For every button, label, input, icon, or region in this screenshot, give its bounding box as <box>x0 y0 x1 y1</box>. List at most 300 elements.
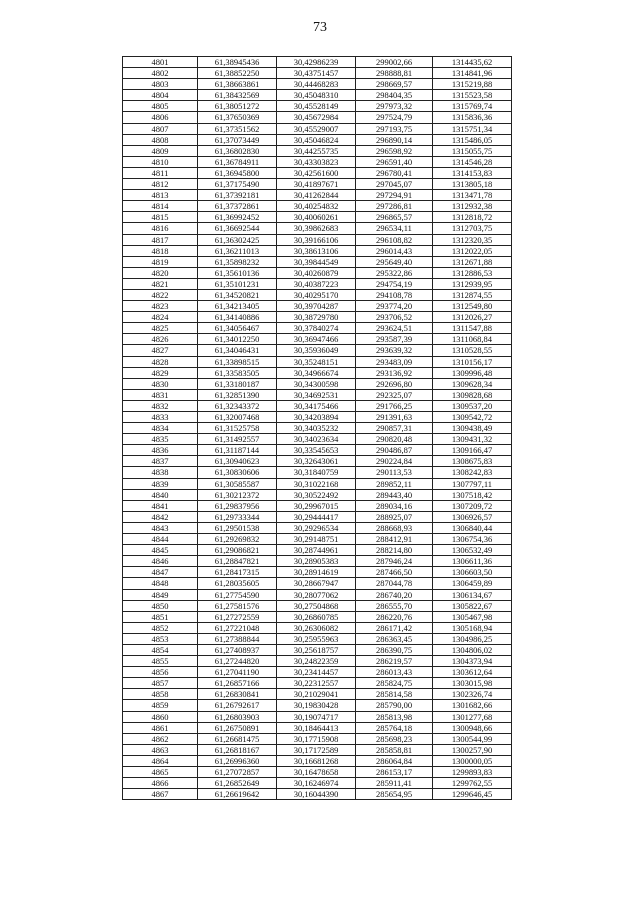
longitude-cell: 30,40060261 <box>277 212 356 223</box>
point-number-cell: 4812 <box>123 179 198 190</box>
table-row <box>123 456 512 467</box>
page-number: 73 <box>313 20 327 35</box>
x-coordinate-cell: 295649,40 <box>356 256 433 267</box>
latitude-cell: 61,33583505 <box>198 367 277 378</box>
point-number-cell: 4828 <box>123 356 198 367</box>
latitude-cell: 61,34213405 <box>198 301 277 312</box>
point-number-cell: 4824 <box>123 312 198 323</box>
x-coordinate-cell: 285858,81 <box>356 744 433 755</box>
table-row <box>123 156 512 167</box>
y-coordinate-cell: 1306926,57 <box>433 511 512 522</box>
longitude-cell: 30,16044390 <box>277 789 356 800</box>
latitude-cell: 61,35898232 <box>198 256 277 267</box>
longitude-cell: 30,24822359 <box>277 656 356 667</box>
latitude-cell: 61,32851390 <box>198 389 277 400</box>
y-coordinate-cell: 1310528,55 <box>433 345 512 356</box>
latitude-cell: 61,28035605 <box>198 578 277 589</box>
point-number-cell: 4844 <box>123 534 198 545</box>
point-number-cell: 4838 <box>123 467 198 478</box>
longitude-cell: 30,40295170 <box>277 289 356 300</box>
latitude-cell: 61,26803903 <box>198 711 277 722</box>
longitude-cell: 30,34175466 <box>277 400 356 411</box>
latitude-cell: 61,27272559 <box>198 611 277 622</box>
point-number-cell: 4862 <box>123 733 198 744</box>
y-coordinate-cell: 1303612,64 <box>433 667 512 678</box>
latitude-cell: 61,36802830 <box>198 145 277 156</box>
x-coordinate-cell: 293639,32 <box>356 345 433 356</box>
table-row <box>123 667 512 678</box>
point-number-cell: 4835 <box>123 434 198 445</box>
y-coordinate-cell: 1305822,67 <box>433 600 512 611</box>
latitude-cell: 61,27408937 <box>198 644 277 655</box>
latitude-cell: 61,27581576 <box>198 600 277 611</box>
latitude-cell: 61,26857166 <box>198 678 277 689</box>
latitude-cell: 61,38945436 <box>198 57 277 68</box>
y-coordinate-cell: 1308242,83 <box>433 467 512 478</box>
y-coordinate-cell: 1309542,72 <box>433 412 512 423</box>
table-row <box>123 733 512 744</box>
longitude-cell: 30,41262844 <box>277 190 356 201</box>
x-coordinate-cell: 289852,11 <box>356 478 433 489</box>
longitude-cell: 30,30522492 <box>277 489 356 500</box>
longitude-cell: 30,40254832 <box>277 201 356 212</box>
x-coordinate-cell: 296014,43 <box>356 245 433 256</box>
x-coordinate-cell: 297294,91 <box>356 190 433 201</box>
table-row <box>123 678 512 689</box>
table-row <box>123 167 512 178</box>
table-row <box>123 190 512 201</box>
table-row <box>123 700 512 711</box>
x-coordinate-cell: 287044,78 <box>356 578 433 589</box>
y-coordinate-cell: 1309438,49 <box>433 423 512 434</box>
table-row <box>123 589 512 600</box>
table-row <box>123 711 512 722</box>
longitude-cell: 30,39704287 <box>277 301 356 312</box>
longitude-cell: 30,39862683 <box>277 223 356 234</box>
longitude-cell: 30,28077062 <box>277 589 356 600</box>
longitude-cell: 30,29296534 <box>277 522 356 533</box>
y-coordinate-cell: 1299646,45 <box>433 789 512 800</box>
table-row <box>123 212 512 223</box>
point-number-cell: 4813 <box>123 190 198 201</box>
x-coordinate-cell: 293587,39 <box>356 334 433 345</box>
point-number-cell: 4858 <box>123 689 198 700</box>
point-number-cell: 4860 <box>123 711 198 722</box>
x-coordinate-cell: 286363,45 <box>356 633 433 644</box>
latitude-cell: 61,26750891 <box>198 722 277 733</box>
longitude-cell: 30,23414457 <box>277 667 356 678</box>
y-coordinate-cell: 1312874,55 <box>433 289 512 300</box>
x-coordinate-cell: 288668,93 <box>356 522 433 533</box>
point-number-cell: 4853 <box>123 633 198 644</box>
y-coordinate-cell: 1300257,90 <box>433 744 512 755</box>
latitude-cell: 61,26792617 <box>198 700 277 711</box>
point-number-cell: 4818 <box>123 245 198 256</box>
longitude-cell: 30,37840274 <box>277 323 356 334</box>
y-coordinate-cell: 1315523,58 <box>433 90 512 101</box>
y-coordinate-cell: 1312671,88 <box>433 256 512 267</box>
table-row <box>123 79 512 90</box>
latitude-cell: 61,36692544 <box>198 223 277 234</box>
x-coordinate-cell: 285790,00 <box>356 700 433 711</box>
point-number-cell: 4839 <box>123 478 198 489</box>
longitude-cell: 30,28744961 <box>277 545 356 556</box>
longitude-cell: 30,29148751 <box>277 534 356 545</box>
x-coordinate-cell: 298669,57 <box>356 79 433 90</box>
point-number-cell: 4820 <box>123 267 198 278</box>
longitude-cell: 30,21029041 <box>277 689 356 700</box>
y-coordinate-cell: 1312886,53 <box>433 267 512 278</box>
point-number-cell: 4832 <box>123 400 198 411</box>
x-coordinate-cell: 297524,79 <box>356 112 433 123</box>
longitude-cell: 30,16246974 <box>277 778 356 789</box>
x-coordinate-cell: 290820,48 <box>356 434 433 445</box>
point-number-cell: 4809 <box>123 145 198 156</box>
point-number-cell: 4821 <box>123 278 198 289</box>
table-row <box>123 267 512 278</box>
table-row <box>123 101 512 112</box>
table-row <box>123 245 512 256</box>
y-coordinate-cell: 1306459,89 <box>433 578 512 589</box>
latitude-cell: 61,29501538 <box>198 522 277 533</box>
point-number-cell: 4811 <box>123 167 198 178</box>
x-coordinate-cell: 290113,53 <box>356 467 433 478</box>
latitude-cell: 61,36302425 <box>198 234 277 245</box>
point-number-cell: 4865 <box>123 767 198 778</box>
point-number-cell: 4842 <box>123 511 198 522</box>
y-coordinate-cell: 1302326,74 <box>433 689 512 700</box>
table-row <box>123 445 512 456</box>
longitude-cell: 30,34023634 <box>277 434 356 445</box>
x-coordinate-cell: 294108,78 <box>356 289 433 300</box>
latitude-cell: 61,31492557 <box>198 434 277 445</box>
table-row <box>123 356 512 367</box>
x-coordinate-cell: 296890,14 <box>356 134 433 145</box>
longitude-cell: 30,31022168 <box>277 478 356 489</box>
latitude-cell: 61,36945800 <box>198 167 277 178</box>
x-coordinate-cell: 296534,11 <box>356 223 433 234</box>
table-row <box>123 301 512 312</box>
x-coordinate-cell: 286013,43 <box>356 667 433 678</box>
point-number-cell: 4849 <box>123 589 198 600</box>
latitude-cell: 61,29733344 <box>198 511 277 522</box>
longitude-cell: 30,45048310 <box>277 90 356 101</box>
x-coordinate-cell: 299002,66 <box>356 57 433 68</box>
x-coordinate-cell: 296865,57 <box>356 212 433 223</box>
point-number-cell: 4804 <box>123 90 198 101</box>
latitude-cell: 61,37372861 <box>198 201 277 212</box>
x-coordinate-cell: 287466,50 <box>356 567 433 578</box>
latitude-cell: 61,26996360 <box>198 755 277 766</box>
table-row <box>123 600 512 611</box>
point-number-cell: 4854 <box>123 644 198 655</box>
y-coordinate-cell: 1315751,34 <box>433 123 512 134</box>
point-number-cell: 4826 <box>123 334 198 345</box>
latitude-cell: 61,27754590 <box>198 589 277 600</box>
table-row <box>123 578 512 589</box>
point-number-cell: 4822 <box>123 289 198 300</box>
x-coordinate-cell: 295322,86 <box>356 267 433 278</box>
point-number-cell: 4801 <box>123 57 198 68</box>
x-coordinate-cell: 296780,41 <box>356 167 433 178</box>
y-coordinate-cell: 1309996,48 <box>433 367 512 378</box>
y-coordinate-cell: 1315836,36 <box>433 112 512 123</box>
latitude-cell: 61,38051272 <box>198 101 277 112</box>
point-number-cell: 4806 <box>123 112 198 123</box>
table-row <box>123 423 512 434</box>
longitude-cell: 30,44255735 <box>277 145 356 156</box>
table-row <box>123 112 512 123</box>
table-row <box>123 400 512 411</box>
table-row <box>123 367 512 378</box>
latitude-cell: 61,31525758 <box>198 423 277 434</box>
point-number-cell: 4846 <box>123 556 198 567</box>
y-coordinate-cell: 1306754,36 <box>433 534 512 545</box>
latitude-cell: 61,27221048 <box>198 622 277 633</box>
y-coordinate-cell: 1312026,27 <box>433 312 512 323</box>
point-number-cell: 4863 <box>123 744 198 755</box>
longitude-cell: 30,28667947 <box>277 578 356 589</box>
longitude-cell: 30,40387223 <box>277 278 356 289</box>
longitude-cell: 30,29967015 <box>277 500 356 511</box>
y-coordinate-cell: 1309828,68 <box>433 389 512 400</box>
y-coordinate-cell: 1309628,34 <box>433 378 512 389</box>
latitude-cell: 61,37392181 <box>198 190 277 201</box>
longitude-cell: 30,36947466 <box>277 334 356 345</box>
table-row <box>123 145 512 156</box>
table-row <box>123 57 512 68</box>
x-coordinate-cell: 285698,23 <box>356 733 433 744</box>
y-coordinate-cell: 1309537,20 <box>433 400 512 411</box>
longitude-cell: 30,34692531 <box>277 389 356 400</box>
point-number-cell: 4840 <box>123 489 198 500</box>
y-coordinate-cell: 1312022,05 <box>433 245 512 256</box>
table-row <box>123 234 512 245</box>
longitude-cell: 30,43751457 <box>277 68 356 79</box>
longitude-cell: 30,16681268 <box>277 755 356 766</box>
point-number-cell: 4852 <box>123 622 198 633</box>
longitude-cell: 30,29444417 <box>277 511 356 522</box>
x-coordinate-cell: 298404,35 <box>356 90 433 101</box>
longitude-cell: 30,26860785 <box>277 611 356 622</box>
y-coordinate-cell: 1306840,44 <box>433 522 512 533</box>
x-coordinate-cell: 286220,76 <box>356 611 433 622</box>
point-number-cell: 4829 <box>123 367 198 378</box>
y-coordinate-cell: 1305168,94 <box>433 622 512 633</box>
x-coordinate-cell: 290857,31 <box>356 423 433 434</box>
point-number-cell: 4834 <box>123 423 198 434</box>
x-coordinate-cell: 298888,81 <box>356 68 433 79</box>
longitude-cell: 30,45046824 <box>277 134 356 145</box>
point-number-cell: 4833 <box>123 412 198 423</box>
longitude-cell: 30,16478658 <box>277 767 356 778</box>
point-number-cell: 4825 <box>123 323 198 334</box>
x-coordinate-cell: 293136,92 <box>356 367 433 378</box>
latitude-cell: 61,33180187 <box>198 378 277 389</box>
latitude-cell: 61,37175490 <box>198 179 277 190</box>
latitude-cell: 61,38852250 <box>198 68 277 79</box>
longitude-cell: 30,19830428 <box>277 700 356 711</box>
longitude-cell: 30,43303823 <box>277 156 356 167</box>
x-coordinate-cell: 286390,75 <box>356 644 433 655</box>
table-row <box>123 278 512 289</box>
table-row <box>123 744 512 755</box>
y-coordinate-cell: 1315769,74 <box>433 101 512 112</box>
longitude-cell: 30,34966674 <box>277 367 356 378</box>
x-coordinate-cell: 285911,41 <box>356 778 433 789</box>
point-number-cell: 4831 <box>123 389 198 400</box>
latitude-cell: 61,28847821 <box>198 556 277 567</box>
point-number-cell: 4814 <box>123 201 198 212</box>
longitude-cell: 30,45528149 <box>277 101 356 112</box>
longitude-cell: 30,25618757 <box>277 644 356 655</box>
x-coordinate-cell: 297286,81 <box>356 201 433 212</box>
longitude-cell: 30,38613106 <box>277 245 356 256</box>
table-row <box>123 489 512 500</box>
longitude-cell: 30,28914619 <box>277 567 356 578</box>
latitude-cell: 61,35101231 <box>198 278 277 289</box>
latitude-cell: 61,29269832 <box>198 534 277 545</box>
longitude-cell: 30,35248151 <box>277 356 356 367</box>
latitude-cell: 61,37073449 <box>198 134 277 145</box>
table-row <box>123 522 512 533</box>
longitude-cell: 30,42561600 <box>277 167 356 178</box>
longitude-cell: 30,25955963 <box>277 633 356 644</box>
x-coordinate-cell: 288925,07 <box>356 511 433 522</box>
x-coordinate-cell: 293706,52 <box>356 312 433 323</box>
longitude-cell: 30,33545653 <box>277 445 356 456</box>
longitude-cell: 30,38729780 <box>277 312 356 323</box>
x-coordinate-cell: 286555,70 <box>356 600 433 611</box>
y-coordinate-cell: 1304986,25 <box>433 633 512 644</box>
latitude-cell: 61,26619642 <box>198 789 277 800</box>
longitude-cell: 30,42986239 <box>277 57 356 68</box>
longitude-cell: 30,35936049 <box>277 345 356 356</box>
x-coordinate-cell: 286171,42 <box>356 622 433 633</box>
latitude-cell: 61,26852649 <box>198 778 277 789</box>
y-coordinate-cell: 1301682,66 <box>433 700 512 711</box>
longitude-cell: 30,41897671 <box>277 179 356 190</box>
point-number-cell: 4836 <box>123 445 198 456</box>
x-coordinate-cell: 293483,09 <box>356 356 433 367</box>
y-coordinate-cell: 1306532,49 <box>433 545 512 556</box>
y-coordinate-cell: 1300948,66 <box>433 722 512 733</box>
point-number-cell: 4856 <box>123 667 198 678</box>
table-row <box>123 767 512 778</box>
table-row <box>123 68 512 79</box>
point-number-cell: 4808 <box>123 134 198 145</box>
y-coordinate-cell: 1300000,05 <box>433 755 512 766</box>
y-coordinate-cell: 1312703,75 <box>433 223 512 234</box>
table-row <box>123 378 512 389</box>
x-coordinate-cell: 285814,58 <box>356 689 433 700</box>
y-coordinate-cell: 1304806,02 <box>433 644 512 655</box>
point-number-cell: 4850 <box>123 600 198 611</box>
y-coordinate-cell: 1303015,98 <box>433 678 512 689</box>
x-coordinate-cell: 294754,19 <box>356 278 433 289</box>
x-coordinate-cell: 292696,80 <box>356 378 433 389</box>
table-row <box>123 179 512 190</box>
latitude-cell: 61,30212372 <box>198 489 277 500</box>
longitude-cell: 30,31840759 <box>277 467 356 478</box>
x-coordinate-cell: 286740,20 <box>356 589 433 600</box>
longitude-cell: 30,44468283 <box>277 79 356 90</box>
table-row <box>123 201 512 212</box>
latitude-cell: 61,34046431 <box>198 345 277 356</box>
x-coordinate-cell: 288214,80 <box>356 545 433 556</box>
y-coordinate-cell: 1315055,75 <box>433 145 512 156</box>
latitude-cell: 61,34140886 <box>198 312 277 323</box>
y-coordinate-cell: 1309166,47 <box>433 445 512 456</box>
latitude-cell: 61,31187144 <box>198 445 277 456</box>
point-number-cell: 4823 <box>123 301 198 312</box>
x-coordinate-cell: 285764,18 <box>356 722 433 733</box>
x-coordinate-cell: 290224,84 <box>356 456 433 467</box>
latitude-cell: 61,30585587 <box>198 478 277 489</box>
y-coordinate-cell: 1314841,96 <box>433 68 512 79</box>
latitude-cell: 61,37650369 <box>198 112 277 123</box>
y-coordinate-cell: 1311068,84 <box>433 334 512 345</box>
x-coordinate-cell: 297193,75 <box>356 123 433 134</box>
point-number-cell: 4864 <box>123 755 198 766</box>
point-number-cell: 4805 <box>123 101 198 112</box>
point-number-cell: 4859 <box>123 700 198 711</box>
table-row <box>123 289 512 300</box>
table-row <box>123 611 512 622</box>
point-number-cell: 4855 <box>123 656 198 667</box>
point-number-cell: 4827 <box>123 345 198 356</box>
table-row <box>123 389 512 400</box>
y-coordinate-cell: 1307518,42 <box>433 489 512 500</box>
y-coordinate-cell: 1306603,50 <box>433 567 512 578</box>
point-number-cell: 4845 <box>123 545 198 556</box>
point-number-cell: 4807 <box>123 123 198 134</box>
table-row <box>123 622 512 633</box>
latitude-cell: 61,30830606 <box>198 467 277 478</box>
latitude-cell: 61,36211013 <box>198 245 277 256</box>
y-coordinate-cell: 1312939,95 <box>433 278 512 289</box>
table-row <box>123 644 512 655</box>
x-coordinate-cell: 285824,75 <box>356 678 433 689</box>
table-row <box>123 556 512 567</box>
table-row <box>123 467 512 478</box>
latitude-cell: 61,29086821 <box>198 545 277 556</box>
table-row <box>123 778 512 789</box>
latitude-cell: 61,32343372 <box>198 400 277 411</box>
table-row <box>123 689 512 700</box>
y-coordinate-cell: 1301277,68 <box>433 711 512 722</box>
point-number-cell: 4848 <box>123 578 198 589</box>
latitude-cell: 61,27244820 <box>198 656 277 667</box>
y-coordinate-cell: 1308675,83 <box>433 456 512 467</box>
latitude-cell: 61,26681475 <box>198 733 277 744</box>
point-number-cell: 4816 <box>123 223 198 234</box>
latitude-cell: 61,30940623 <box>198 456 277 467</box>
latitude-cell: 61,38663861 <box>198 79 277 90</box>
y-coordinate-cell: 1299762,55 <box>433 778 512 789</box>
x-coordinate-cell: 285813,98 <box>356 711 433 722</box>
point-number-cell: 4843 <box>123 522 198 533</box>
point-number-cell: 4851 <box>123 611 198 622</box>
latitude-cell: 61,36784911 <box>198 156 277 167</box>
point-number-cell: 4830 <box>123 378 198 389</box>
y-coordinate-cell: 1300544,99 <box>433 733 512 744</box>
latitude-cell: 61,27041190 <box>198 667 277 678</box>
y-coordinate-cell: 1299893,83 <box>433 767 512 778</box>
point-number-cell: 4810 <box>123 156 198 167</box>
latitude-cell: 61,37351562 <box>198 123 277 134</box>
longitude-cell: 30,40260879 <box>277 267 356 278</box>
